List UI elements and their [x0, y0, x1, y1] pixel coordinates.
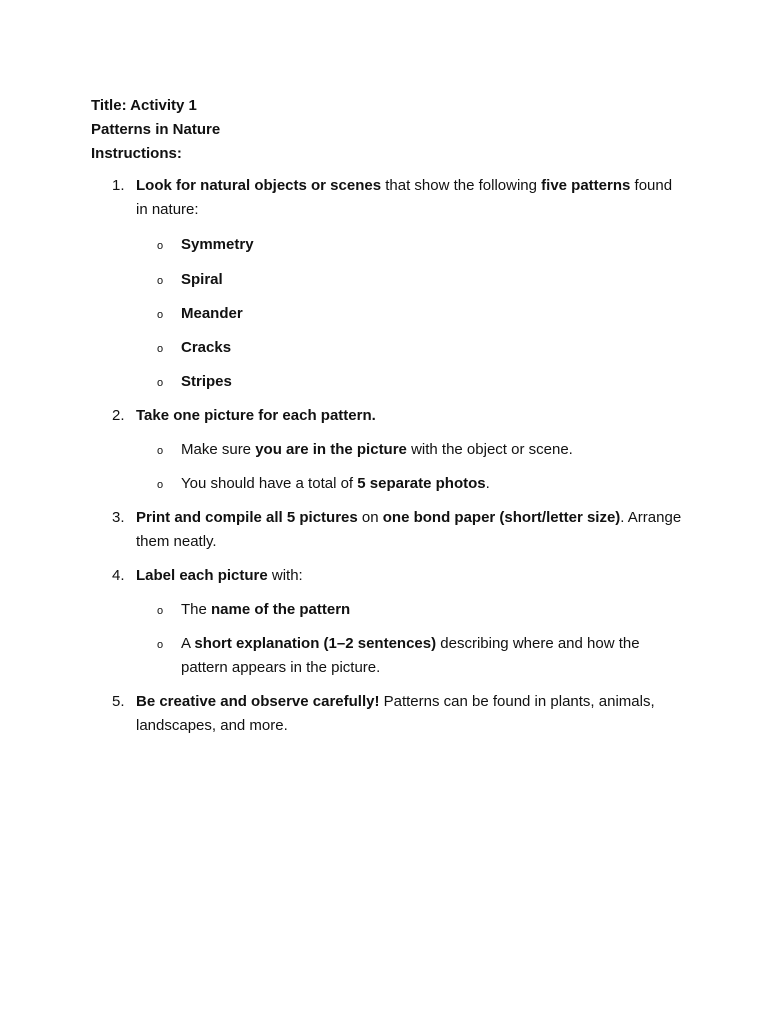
sub-item-text [181, 598, 681, 622]
sub-text-plain: describing where and how the pattern appears in the picture. [181, 635, 640, 676]
activity-subtitle: Patterns in Nature [91, 121, 221, 138]
item-text-bold: Print and compile all 5 pictures [136, 509, 358, 526]
sub-text-bold: 5 separate photos [357, 475, 486, 492]
item-text-bold: Be creative and observe carefully! [136, 693, 380, 710]
bullet-icon: o [157, 605, 164, 617]
sub-item-text [181, 370, 681, 394]
item-text-plain: . Arrange them neatly. [136, 509, 682, 550]
item-text-plain: on [357, 509, 383, 526]
sub-item-text [181, 336, 681, 360]
sub-item-text [181, 632, 681, 680]
item-text-bold: five patterns [541, 177, 631, 194]
sub-text-plain: The [181, 601, 212, 618]
item-text [136, 564, 684, 588]
bullet-icon: o [157, 445, 164, 457]
item-text-plain: with: [267, 567, 303, 584]
item-text-plain: Patterns can be found in plants, animals, landscapes, and more. [136, 693, 655, 734]
sub-text-plain: You should have a total of [181, 475, 358, 492]
pattern-name: Cracks [181, 339, 232, 356]
item-text [136, 690, 684, 738]
sub-text-plain: with the object or scene. [406, 441, 573, 458]
item-text-bold: Look for natural objects or scenes [136, 177, 382, 194]
item-text [136, 506, 684, 554]
item-number: 5. [112, 693, 125, 710]
item-text-bold: Label each picture [136, 567, 268, 584]
item-number: 1. [112, 177, 125, 194]
item-text [136, 404, 684, 428]
sub-text-plain: . [485, 475, 490, 492]
item-number: 3. [112, 509, 125, 526]
bullet-icon: o [157, 240, 164, 252]
bullet-icon: o [157, 275, 164, 287]
item-number: 4. [112, 567, 125, 584]
bullet-icon: o [157, 343, 164, 355]
item-text-plain: that show the following [381, 177, 542, 194]
item-number: 2. [112, 407, 125, 424]
sub-item-text [181, 472, 681, 496]
sub-text-plain: Make sure [181, 441, 256, 458]
pattern-name: Symmetry [181, 236, 254, 253]
bullet-icon: o [157, 309, 164, 321]
pattern-name: Stripes [181, 373, 232, 390]
sub-text-bold: you are in the picture [255, 441, 407, 458]
sub-text-bold: short explanation (1–2 sentences) [194, 635, 437, 652]
sub-text-bold: name of the pattern [211, 601, 351, 618]
sub-item-text [181, 268, 681, 292]
instructions-label: Instructions: [91, 145, 182, 162]
bullet-icon: o [157, 479, 164, 491]
sub-item-text [181, 302, 681, 326]
item-text-plain: found in nature: [136, 177, 673, 218]
sub-item-text [181, 438, 681, 462]
sub-item-text [181, 233, 681, 257]
item-text-bold: one bond paper (short/letter size) [382, 509, 621, 526]
pattern-name: Spiral [181, 271, 223, 288]
pattern-name: Meander [181, 305, 243, 322]
bullet-icon: o [157, 377, 164, 389]
activity-title: Title: Activity 1 [91, 97, 197, 114]
sub-text-plain: A [181, 635, 195, 652]
item-text [136, 174, 684, 222]
item-text-bold: Take one picture for each pattern. [136, 407, 376, 424]
bullet-icon: o [157, 639, 164, 651]
